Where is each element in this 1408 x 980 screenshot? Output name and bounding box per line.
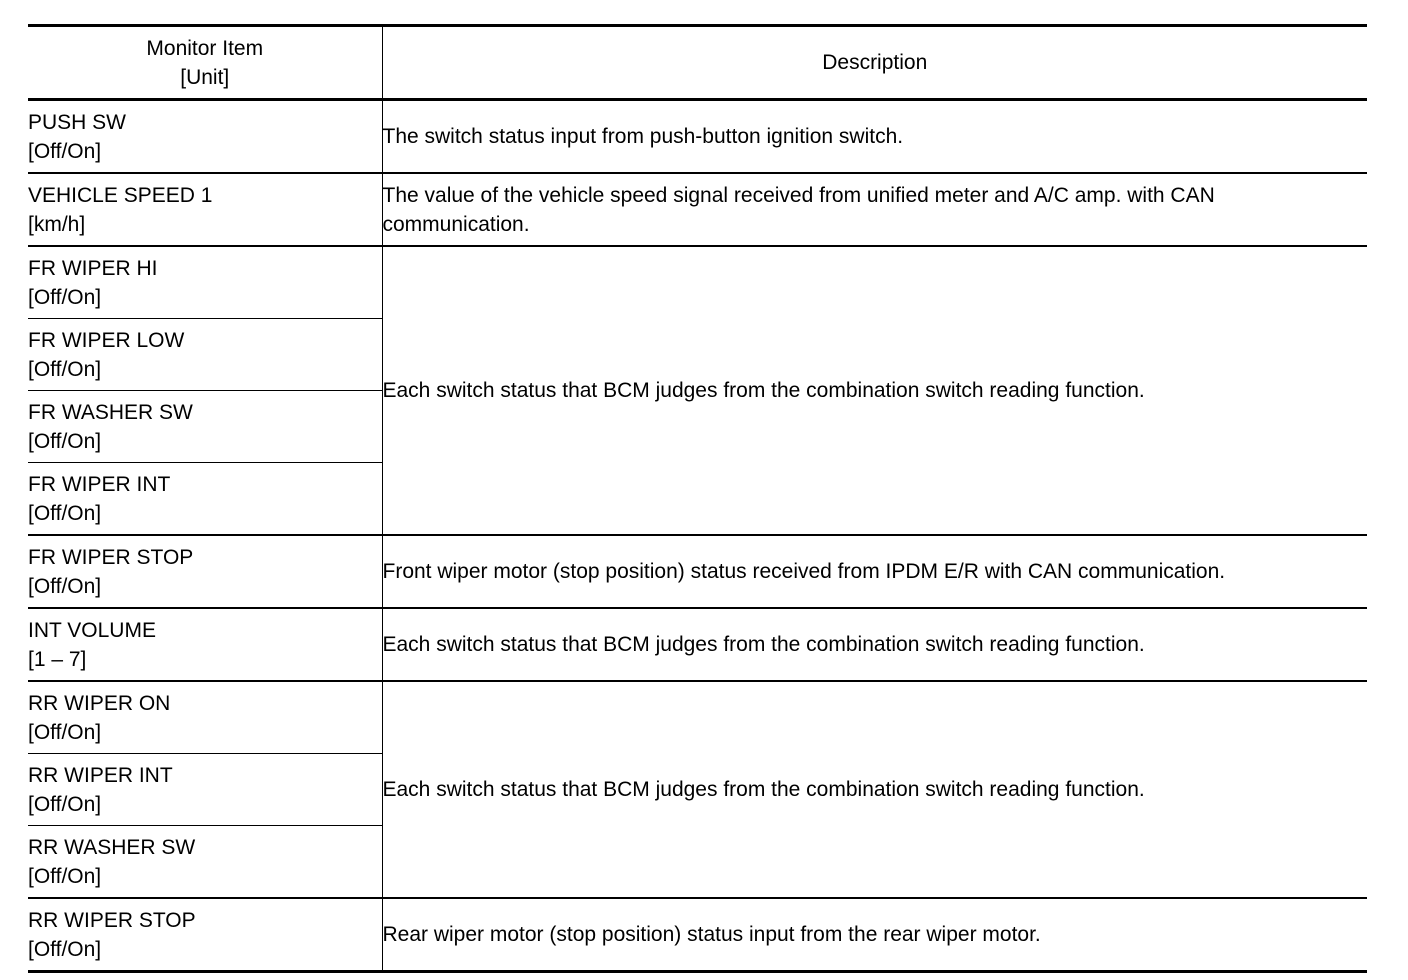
monitor-item-cell	[28, 681, 382, 754]
monitor-item-name: FR WIPER HI	[28, 256, 158, 280]
monitor-item-unit: [Off/On]	[28, 429, 102, 453]
description-line: The value of the vehicle speed signal received from unified meter and A/C amp. with CAN	[382, 183, 1215, 207]
monitor-item-cell	[28, 754, 382, 826]
description-cell: Rear wiper motor (stop position) status input from the rear wiper motor.	[382, 898, 1367, 972]
monitor-item-name: FR WIPER LOW	[28, 328, 185, 352]
monitor-item-name: PUSH SW	[28, 110, 127, 134]
monitor-item-cell	[28, 391, 382, 463]
table-row	[28, 608, 1367, 681]
monitor-item-unit: [Off/On]	[28, 864, 102, 888]
monitor-item-name: RR WIPER ON	[28, 691, 171, 715]
description-cell: Each switch status that BCM judges from the combination switch reading function.	[382, 608, 1367, 681]
monitor-item-cell	[28, 535, 382, 608]
monitor-item-unit: [1 – 7]	[28, 647, 87, 671]
monitor-item-unit: [Off/On]	[28, 139, 102, 163]
monitor-item-unit: [Off/On]	[28, 357, 102, 381]
monitor-item-unit: [Off/On]	[28, 937, 102, 961]
description-cell: Each switch status that BCM judges from the combination switch reading function.	[382, 681, 1367, 898]
monitor-item-unit: [Off/On]	[28, 792, 102, 816]
monitor-item-unit: [Off/On]	[28, 720, 102, 744]
header-monitor-item	[28, 26, 382, 100]
monitor-item-cell	[28, 100, 382, 174]
header-unit-label: [Unit]	[180, 65, 230, 89]
table-row	[28, 681, 1367, 754]
monitor-item-cell	[28, 173, 382, 246]
description-cell: Front wiper motor (stop position) status received from IPDM E/R with CAN communication.	[382, 535, 1367, 608]
table-row	[28, 535, 1367, 608]
description-line: communication.	[382, 212, 530, 236]
header-monitor-item-label: Monitor Item	[146, 36, 264, 60]
monitor-item-cell	[28, 319, 382, 391]
monitor-item-unit: [Off/On]	[28, 574, 102, 598]
table-row	[28, 898, 1367, 972]
monitor-item-cell	[28, 463, 382, 536]
header-row	[28, 26, 1367, 100]
monitor-item-name: FR WASHER SW	[28, 400, 193, 424]
monitor-item-cell	[28, 246, 382, 319]
description-cell	[382, 173, 1367, 246]
monitor-item-table	[28, 24, 1367, 973]
monitor-item-name: RR WIPER STOP	[28, 908, 196, 932]
monitor-item-name: VEHICLE SPEED 1	[28, 183, 213, 207]
monitor-item-name: INT VOLUME	[28, 618, 156, 642]
monitor-item-name: RR WASHER SW	[28, 835, 196, 859]
table-row	[28, 100, 1367, 174]
table-row	[28, 173, 1367, 246]
monitor-item-name: FR WIPER STOP	[28, 545, 194, 569]
monitor-item-unit: [Off/On]	[28, 285, 102, 309]
monitor-item-cell	[28, 826, 382, 899]
table-row	[28, 246, 1367, 319]
monitor-item-unit: [Off/On]	[28, 501, 102, 525]
header-description: Description	[382, 26, 1367, 100]
monitor-item-cell	[28, 608, 382, 681]
description-cell: The switch status input from push-button ignition switch.	[382, 100, 1367, 174]
monitor-item-name: RR WIPER INT	[28, 763, 173, 787]
description-cell: Each switch status that BCM judges from the combination switch reading function.	[382, 246, 1367, 535]
monitor-item-unit: [km/h]	[28, 212, 86, 236]
monitor-item-cell	[28, 898, 382, 972]
monitor-item-name: FR WIPER INT	[28, 472, 171, 496]
